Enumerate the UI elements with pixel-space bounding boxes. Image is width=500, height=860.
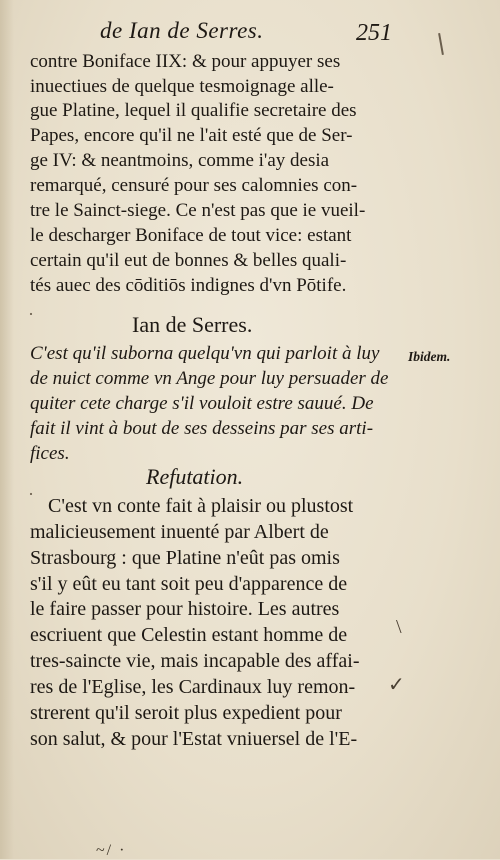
text-line: C'est vn conte fait à plaisir ou plustost [48,495,354,517]
text-line: le faire passer pour histoire. Les autres [30,598,340,620]
margin-ornament: · [28,304,34,324]
text-line: inuectiues de quelque tesmoignage alle- [30,76,334,97]
text-line: son salut, & pour l'Estat vniuersel de l'E- [30,728,358,750]
section-heading: Ian de Serres. [132,312,253,337]
text-line: remarqué, censuré pour ses calomnies con- [30,175,358,196]
text-line: fait il vint à bout de ses desseins par ses arti- [30,418,374,439]
text-line: certain qu'il eut de bonnes & belles quali- [30,250,347,271]
text-line: tés auec des cōditiōs indignes d'vn Pōtife. [30,275,347,296]
text-line: malicieusement inuenté par Albert de [30,521,329,543]
text-line: strerent qu'il seroit plus expedient pour [30,702,342,724]
text-line: escriuent que Celestin estant homme de [30,624,348,646]
marginal-note: Ibidem. [408,349,451,364]
text-line: tres-saincte vie, mais incapable des affai- [30,650,360,672]
text-line: Papes, encore qu'il ne l'ait esté que de Ser- [30,125,353,146]
text-line: quiter cete charge s'il vouloit estre sauué. De [30,393,374,414]
text-line: fices. [30,443,70,464]
margin-ornament: ✓ [388,674,405,696]
text-line: le descharger Boniface de tout vice: estant [30,225,352,246]
footer-ornament: ~/ · [96,842,127,859]
section-heading: Refutation. [146,464,244,489]
text-line: C'est qu'il suborna quelqu'vn qui parloit à luy [30,343,380,364]
page-number: 251 [356,20,392,46]
text-line: Strasbourg : que Platine n'eût pas omis [30,547,340,569]
text-line: tre le Sainct-siege. Ce n'est pas que ie vueil- [30,200,366,221]
text-line: de nuict comme vn Ange pour luy persuader de [30,368,389,389]
text-line: ge IV: & neantmoins, comme i'ay desia [30,150,330,171]
running-head: de Ian de Serres. [100,18,264,43]
margin-ornament: \ [396,616,402,638]
margin-ornament: · [28,484,34,504]
text-line: contre Boniface IIX: & pour appuyer ses [30,51,341,72]
text-line: gue Platine, lequel il qualifie secretaire des [30,100,357,121]
margin-mark [438,33,444,55]
gutter-shadow [0,0,14,859]
text-line: res de l'Eglise, les Cardinaux luy remon- [30,676,356,698]
text-line: s'il y eût eu tant soit peu d'apparence de [30,573,348,595]
